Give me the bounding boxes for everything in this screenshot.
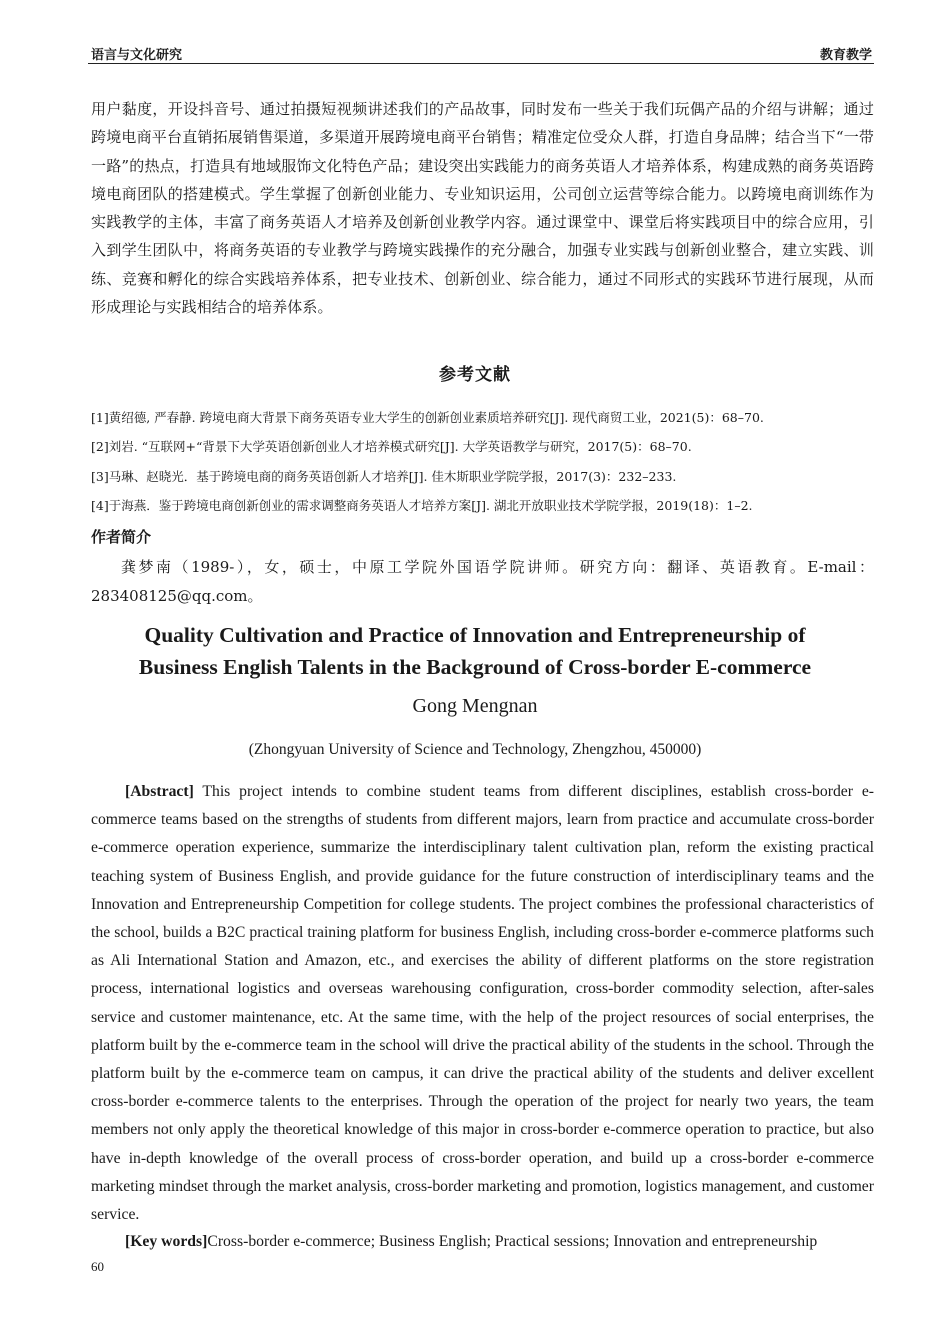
reference-item: [1]黄绍德, 严春静. 跨境电商大背景下商务英语专业大学生的创新创业素质培养研究[J]. 现代商贸工业，2021(5)：68–70. (91, 410, 764, 425)
header-divider (88, 63, 874, 64)
author-bio: 龚梦南（1989-），女，硕士，中原工学院外国语学院讲师。研究方向：翻译、英语教育。E-mail：283408125@qq.com。 (91, 558, 874, 605)
author-intro-heading: 作者简介 (91, 528, 152, 546)
english-keywords (91, 1228, 874, 1256)
english-author: Gong Mengnan (412, 695, 538, 717)
reference-item: [2]刘岩. “互联网+“背景下大学英语创新创业人才培养模式研究[J]. 大学英语教学与研究，2017(5)：68–70. (91, 439, 692, 455)
abstract-label: [Abstract] (125, 783, 194, 800)
abstract-text: This project intends to combine student teams from different disciplines, establish cross-border e-commerce teams based on the strengths of students from different majors, learn from practice and accumulate cross-border e-commerce operation experience, summarize the interdisciplinary talent cultivation plan, reform the existing practical teaching system of Business English, and provide guidance for the future construction of interdisciplinary teams and the Innovation and Entrepreneurship Competition for college students. The project combines the professional characteristics of the school, builds a B2C practical training platform for business English, including cross-border e-commerce platforms such as Ali International Station and Amazon, etc., and exercises the ability of different platforms on the store registration process, international logistics and overseas warehousing configuration, cross-border commodity selection, after-sales service and customer maintenance, etc. At the same time, with the help of the project resources of social enterprises, the platform built by the e-commerce team in the school will drive the practical ability of the students in the school. Through the platform built by the e-commerce team on campus, it can drive the practical ability of the students and deliver excellent cross-border e-commerce talents to the enterprises. Through the operation of the project for nearly two years, the team members not only apply the theoretical knowledge of this major in cross-border e-commerce operation to practice, but also have in-depth knowledge of the overall process of cross-border operation, and build up a cross-border e-commerce marketing mindset through the market analysis, cross-border marketing and promotion, logistics management, and customer service. (91, 783, 875, 1224)
body-paragraph: 用户黏度，开设抖音号、通过拍摄短视频讲述我们的产品故事，同时发布一些关于我们玩偶产品的介绍与讲解；通过跨境电商平台直销拓展销售渠道，多渠道开展跨境电商平台销售；精准定位受众人群，打造自身品牌；结合当下“一带一路”的热点，打造具有地域服饰文化特色产品；建设突出实践能力的商务英语人才培养体系，构建成熟的商务英语跨境电商团队的搭建模式。学生掌握了创新创业能力、专业知识运用，公司创立运营等综合能力。以跨境电商训练作为实践教学的主体，丰富了商务英语人才培养及创新创业教学内容。通过课堂中、课堂后将实践项目中的综合应用，引入到学生团队中，将商务英语的专业教学与跨境实践操作的充分融合，加强专业实践与创新创业整合，建立实践、训练、竞赛和孵化的综合实践培养体系，把专业技术、创新创业、综合能力，通过不同形式的实践环节进行展现，从而形成理论与实践相结合的培养体系。 (91, 100, 874, 317)
section-name: 教育教学 (819, 48, 872, 63)
keywords-text: Cross-border e-commerce; Business English; Practical sessions; Innovation and entrepreneurship (207, 1233, 818, 1250)
journal-name: 语言与文化研究 (91, 48, 183, 63)
keywords-label: [Key words] (125, 1233, 208, 1250)
english-title-line-1: Quality Cultivation and Practice of Innovation and Entrepreneurship of (144, 623, 806, 647)
english-title (60, 620, 890, 683)
references-list (91, 403, 881, 521)
page-number: 60 (91, 1259, 104, 1274)
english-affiliation: (Zhongyuan University of Science and Technology, Zhengzhou, 450000) (248, 741, 702, 758)
reference-item: [3]马琳、赵晓光．基于跨境电商的商务英语创新人才培养[J]. 佳木斯职业学院学报，2017(3)：232–233. (91, 468, 677, 484)
english-title-line-2: Business English Talents in the Background of Cross-border E-commerce (138, 654, 812, 679)
english-abstract (91, 778, 874, 1229)
references-heading: 参考文献 (439, 365, 511, 385)
reference-item: [4]于海燕．鉴于跨境电商创新创业的需求调整商务英语人才培养方案[J]. 湖北开放职业技术学院学报，2019(18)：1–2. (91, 498, 753, 514)
